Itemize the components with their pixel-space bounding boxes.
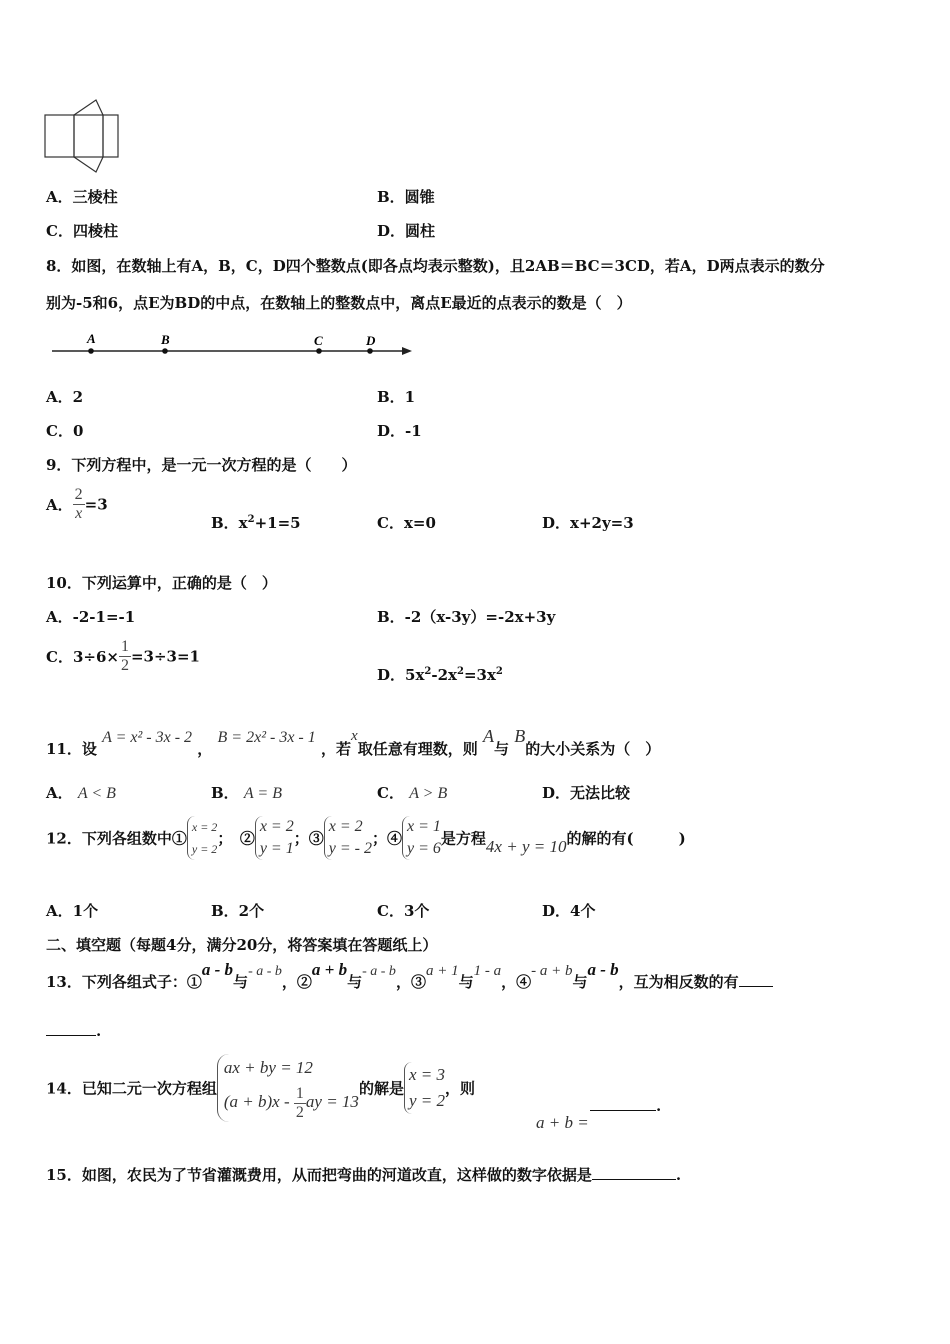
q10-option-a[interactable]: A．-2-1=-1 xyxy=(46,608,136,626)
q8-stem-line1: 8．如图，在数轴上有A，B，C，D四个整数点(即各点均表示整数)，且2AB＝BC＝3CD，若A，D两点表示的数分 xyxy=(46,257,825,275)
q15-stem xyxy=(46,1164,681,1185)
q13-e8: a - b xyxy=(587,960,619,979)
net-rect-left xyxy=(45,115,74,157)
q13-w3: 与 xyxy=(458,973,474,991)
q14-solution xyxy=(404,1062,445,1114)
q9-option-b[interactable] xyxy=(211,512,301,533)
q13-c3: ，③ xyxy=(395,973,426,991)
point-label-d: D xyxy=(366,333,376,348)
q11-p2: ，若 xyxy=(321,740,352,758)
q10-option-b[interactable]: B．-2（x-3y）=-2x+3y xyxy=(377,608,556,626)
q14-end: . xyxy=(656,1097,662,1115)
q13-c4: ，④ xyxy=(501,973,532,991)
q14-sys-line2-b: ay = 13 xyxy=(305,1092,359,1111)
q13-e4: - a - b xyxy=(362,964,396,979)
prism-net-figure xyxy=(44,98,122,174)
q10-d-eq: =3x xyxy=(463,666,496,684)
q14-answer-blank[interactable] xyxy=(590,1094,656,1111)
q14-system xyxy=(217,1054,359,1122)
q11-a-expr: A < B xyxy=(77,785,116,802)
q11-p1: 11．设 xyxy=(46,740,97,758)
q12-s3-line1: x = 2 xyxy=(328,818,363,835)
q9-b-exponent: 2 xyxy=(247,514,255,525)
q10-d-prefix: D．5x xyxy=(377,666,425,684)
point-a xyxy=(88,348,94,354)
q12-option-a[interactable]: A．1个 xyxy=(46,902,99,920)
q12-s1-line1: x = 2 xyxy=(191,820,218,834)
q9-option-c[interactable]: C．x=0 xyxy=(377,514,436,532)
q10-c-prefix: C．3÷6× xyxy=(46,648,119,666)
q12-stem xyxy=(46,816,686,860)
q10-d-mid: -2x xyxy=(431,666,457,684)
q11-option-c[interactable] xyxy=(377,782,447,803)
q12-s2-line2: y = 1 xyxy=(259,840,294,857)
q11-p4: 与 xyxy=(493,740,509,758)
q13-answer-blank-1[interactable] xyxy=(739,986,773,987)
q14-p1: 14．已知二元一次方程组 xyxy=(46,1079,217,1098)
q12-option-d[interactable]: D．4个 xyxy=(542,902,596,920)
q9-a-denominator: x xyxy=(73,504,85,523)
q12-s2-line1: x = 2 xyxy=(259,818,294,835)
q14-answer xyxy=(590,1094,661,1115)
net-triangle-bottom xyxy=(74,157,103,172)
q9-a-numerator: 2 xyxy=(74,486,83,503)
q12-p5: 是方程 xyxy=(440,829,486,848)
q8-option-b[interactable]: B．1 xyxy=(377,388,416,406)
q7-option-a[interactable]: A．三棱柱 xyxy=(46,188,118,206)
q11-b-expr: A = B xyxy=(243,785,282,802)
number-line-arrow xyxy=(402,347,412,355)
q13-stem xyxy=(46,960,773,992)
q14-p2: 的解是 xyxy=(358,1079,404,1098)
q11-option-a[interactable] xyxy=(46,782,116,803)
q12-p3: ；③ xyxy=(293,829,324,848)
q9-b-suffix: +1=5 xyxy=(254,514,301,532)
net-triangle-top xyxy=(74,100,103,115)
q12-p6: 的解的有( ) xyxy=(566,829,686,848)
q11-var-a: A xyxy=(482,726,494,746)
q8-stem-line2: 别为-5和6，点E为BD的中点，在数轴上的整数点中，离点E最近的点表示的数是（ ） xyxy=(46,294,632,312)
q9-a-prefix: A． xyxy=(46,496,73,514)
q11-option-d[interactable]: D．无法比较 xyxy=(542,784,631,802)
q13-e7: - a + b xyxy=(531,963,573,979)
q7-option-b[interactable]: B．圆锥 xyxy=(377,188,435,206)
q13-e3: a + b xyxy=(311,960,348,979)
point-label-c: C xyxy=(314,333,323,348)
net-rect-right xyxy=(103,115,118,157)
q9-b-prefix: B．x xyxy=(211,514,248,532)
q12-system-3 xyxy=(324,816,372,860)
q11-sep: ， xyxy=(197,740,213,758)
q11-b-label: B． xyxy=(211,784,239,802)
q10-c-denominator: 2 xyxy=(120,657,129,674)
q7-option-c[interactable]: C．四棱柱 xyxy=(46,222,118,240)
q10-option-c[interactable] xyxy=(46,638,200,675)
q12-s1-line2: y = 2 xyxy=(191,842,218,856)
q13-e5: a + 1 xyxy=(425,963,459,979)
point-label-b: B xyxy=(161,332,170,347)
q12-s4-line2: y = 6 xyxy=(407,840,441,857)
q12-s4-line1: x = 1 xyxy=(407,818,441,835)
q13-answer-line2 xyxy=(46,1022,101,1040)
q15-end: . xyxy=(675,1166,682,1184)
q10-c-numerator: 1 xyxy=(120,638,129,655)
q8-option-d[interactable]: D．-1 xyxy=(377,422,422,440)
q12-system-2 xyxy=(255,816,294,860)
q13-answer-blank-2[interactable] xyxy=(46,1035,96,1036)
q12-system-1 xyxy=(187,816,217,860)
q13-e1: a - b xyxy=(201,960,234,979)
q12-option-c[interactable]: C．3个 xyxy=(377,902,430,920)
q13-p1: 13．下列各组式子：① xyxy=(46,973,202,991)
q10-d-exp2: 2 xyxy=(456,666,464,677)
q14-sol-line2: y = 2 xyxy=(408,1091,445,1110)
q14-p3: ，则 xyxy=(444,1079,475,1098)
point-d xyxy=(367,348,373,354)
q13-e6: 1 - a xyxy=(473,963,502,979)
q13-w4: 与 xyxy=(572,973,588,991)
q11-p5: 的大小关系为（ ） xyxy=(525,740,661,758)
q10-c-suffix: =3÷3=1 xyxy=(130,647,200,666)
q13-c2: ，② xyxy=(281,973,312,991)
q11-var-b: B xyxy=(514,726,526,746)
q11-stem xyxy=(46,726,660,759)
q11-p3: 取任意有理数，则 xyxy=(357,740,478,758)
q13-e2: - a - b xyxy=(248,964,282,979)
q12-p4: ；④ xyxy=(371,829,402,848)
q10-d-exp1: 2 xyxy=(424,666,432,677)
q13-w1: 与 xyxy=(233,973,249,991)
q14-sys-line2-a: (a + b)x - xyxy=(223,1092,294,1111)
q11-c-expr: A > B xyxy=(409,785,448,802)
q9-option-d[interactable]: D．x+2y=3 xyxy=(542,514,634,532)
q10-d-exp3: 2 xyxy=(495,666,503,677)
q14-expr: a + b = xyxy=(536,1113,589,1132)
q13-end: . xyxy=(96,1022,102,1040)
q10-stem: 10．下列运算中，正确的是（ ） xyxy=(46,574,277,592)
q8-option-a[interactable]: A．2 xyxy=(46,388,84,406)
q9-a-suffix: =3 xyxy=(84,495,108,514)
q15-answer-blank[interactable] xyxy=(592,1179,676,1180)
q10-c-fraction xyxy=(119,638,131,675)
q14-sys-num: 1 xyxy=(295,1084,304,1102)
q14-sys-fraction xyxy=(294,1085,306,1122)
q10-option-d[interactable] xyxy=(377,664,503,685)
q14-sys-line1: ax + by = 12 xyxy=(223,1058,313,1077)
q14-sys-line2 xyxy=(224,1082,359,1122)
q13-p2: ，互为相反数的有 xyxy=(618,973,739,991)
q9-a-fraction xyxy=(73,486,85,523)
number-line-figure xyxy=(50,328,420,362)
q8-option-c[interactable]: C．0 xyxy=(46,422,84,440)
q13-w2: 与 xyxy=(347,973,363,991)
q11-c-label: C． xyxy=(377,784,404,802)
q11-var-x: x xyxy=(351,728,358,744)
q11-a-label: A． xyxy=(46,784,73,802)
point-b xyxy=(162,348,168,354)
q14-sys-den: 2 xyxy=(295,1103,304,1121)
q12-option-b[interactable]: B．2个 xyxy=(211,902,265,920)
q12-equation: 4x + y = 10 xyxy=(485,837,567,856)
q12-s3-line2: y = - 2 xyxy=(328,840,372,857)
q11-option-b[interactable] xyxy=(211,782,282,803)
q14-sol-line1: x = 3 xyxy=(408,1065,445,1084)
q11-expr-b: B = 2x² - 3x - 1 xyxy=(217,729,316,746)
point-label-a: A xyxy=(87,331,96,346)
net-rect-middle xyxy=(74,115,103,157)
q11-expr-a: A = x² - 3x - 2 xyxy=(102,729,193,746)
q15-text: 15．如图，农民为了节省灌溉费用，从而把弯曲的河道改直，这样做的数字依据是 xyxy=(46,1166,592,1184)
q7-option-d[interactable]: D．圆柱 xyxy=(377,222,436,240)
point-c xyxy=(316,348,322,354)
q9-option-a[interactable] xyxy=(46,486,108,523)
q12-system-4 xyxy=(402,816,441,860)
section-fill-in-heading: 二、填空题（每题4分，满分20分，将答案填在答题纸上） xyxy=(46,936,438,954)
q14-stem xyxy=(46,1054,475,1122)
q12-p2: ； ② xyxy=(217,829,255,848)
q9-stem: 9．下列方程中，是一元一次方程的是（ ） xyxy=(46,456,357,474)
q12-p1: 12．下列各组数中① xyxy=(46,829,187,848)
